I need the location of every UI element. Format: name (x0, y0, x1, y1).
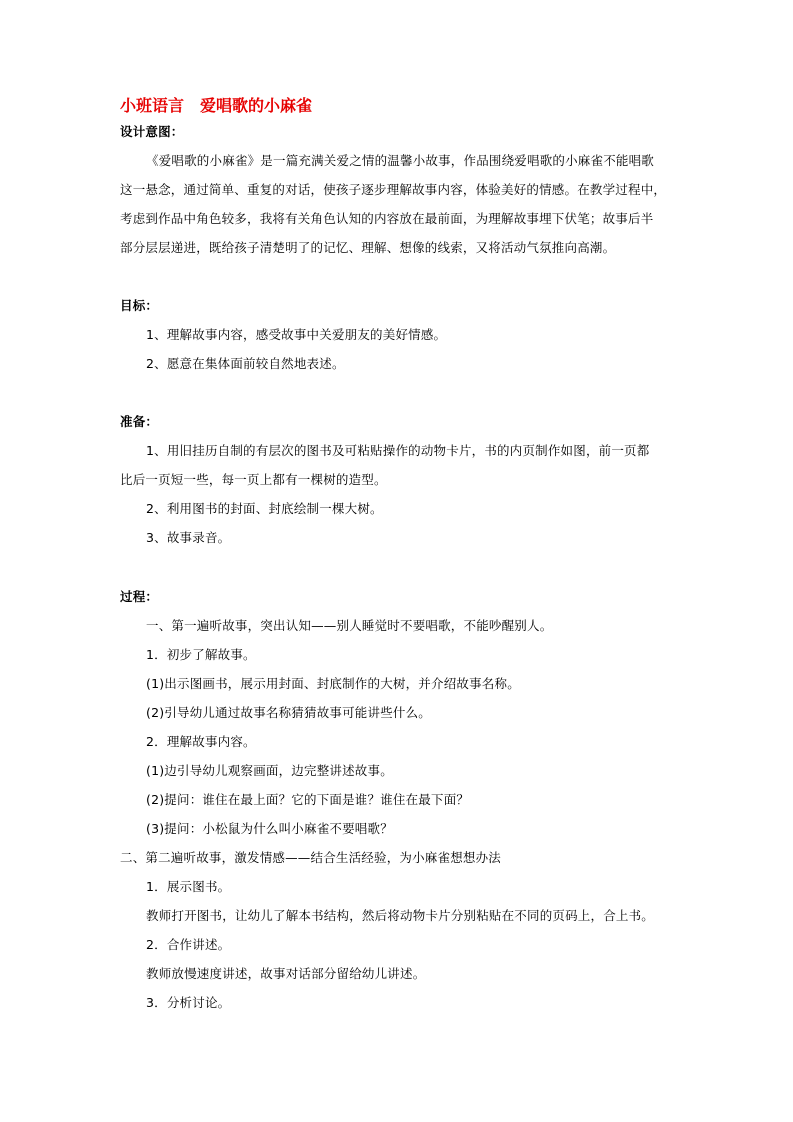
process-step: 教师放慢速度讲述，故事对话部分留给幼儿讲述。 (146, 966, 426, 981)
design-paragraph-line: 考虑到作品中角色较多，我将有关角色认知的内容放在最前面，为理解故事埋下伏笔；故事后半 (120, 211, 654, 226)
process-step: (3)提问：小松鼠为什么叫小麻雀不要唱歌？ (146, 821, 393, 836)
goal-item: 2、愿意在集体面前较自然地表述。 (146, 356, 345, 371)
prep-item-continued: 比后一页短一些，每一页上都有一棵树的造型。 (120, 472, 387, 487)
process-step: 1．展示图书。 (146, 879, 231, 894)
prep-heading: 准备： (120, 414, 159, 429)
process-step: 1．初步了解故事。 (146, 647, 256, 662)
prep-item: 2、利用图书的封面、封底绘制一棵大树。 (146, 501, 383, 516)
process-step: (2)引导幼儿通过故事名称猜猜故事可能讲些什么。 (146, 705, 432, 720)
process-step: (2)提问：谁住在最上面？它的下面是谁？谁住在最下面？ (146, 792, 470, 807)
goals-heading: 目标： (120, 298, 159, 313)
process-step: (1)出示图画书，展示用封面、封底制作的大树，并介绍故事名称。 (146, 676, 520, 691)
process-step: 3．分析讨论。 (146, 995, 231, 1010)
prep-item: 1、用旧挂历自制的有层次的图书及可粘贴操作的动物卡片，书的内页制作如图，前一页都 (146, 443, 650, 458)
process-step: 二、第二遍听故事，激发情感——结合生活经验，为小麻雀想想办法 (120, 850, 502, 865)
process-step: 2．合作讲述。 (146, 937, 231, 952)
process-heading: 过程： (120, 589, 159, 604)
design-paragraph-line: 这一悬念，通过简单、重复的对话，使孩子逐步理解故事内容，体验美好的情感。在教学过程中， (120, 182, 667, 197)
design-heading: 设计意图： (120, 124, 184, 139)
process-step: 教师打开图书，让幼儿了解本书结构，然后将动物卡片分别粘贴在不同的页码上，合上书。 (146, 908, 655, 923)
process-step: 2．理解故事内容。 (146, 734, 256, 749)
process-step: (1)边引导幼儿观察画面，边完整讲述故事。 (146, 763, 393, 778)
document-title: 小班语言 爱唱歌的小麻雀 (120, 96, 313, 115)
process-step: 一、第一遍听故事，突出认知——别人睡觉时不要唱歌，不能吵醒别人。 (146, 618, 553, 633)
prep-item: 3、故事录音。 (146, 530, 231, 545)
design-paragraph-line: 《爱唱歌的小麻雀》是一篇充满关爱之情的温馨小故事，作品围绕爱唱歌的小麻雀不能唱歌 (146, 153, 655, 168)
goal-item: 1、理解故事内容，感受故事中关爱朋友的美好情感。 (146, 327, 447, 342)
design-paragraph-line: 部分层层递进，既给孩子清楚明了的记忆、理解、想像的线索，又将活动气氛推向高潮。 (120, 240, 616, 255)
